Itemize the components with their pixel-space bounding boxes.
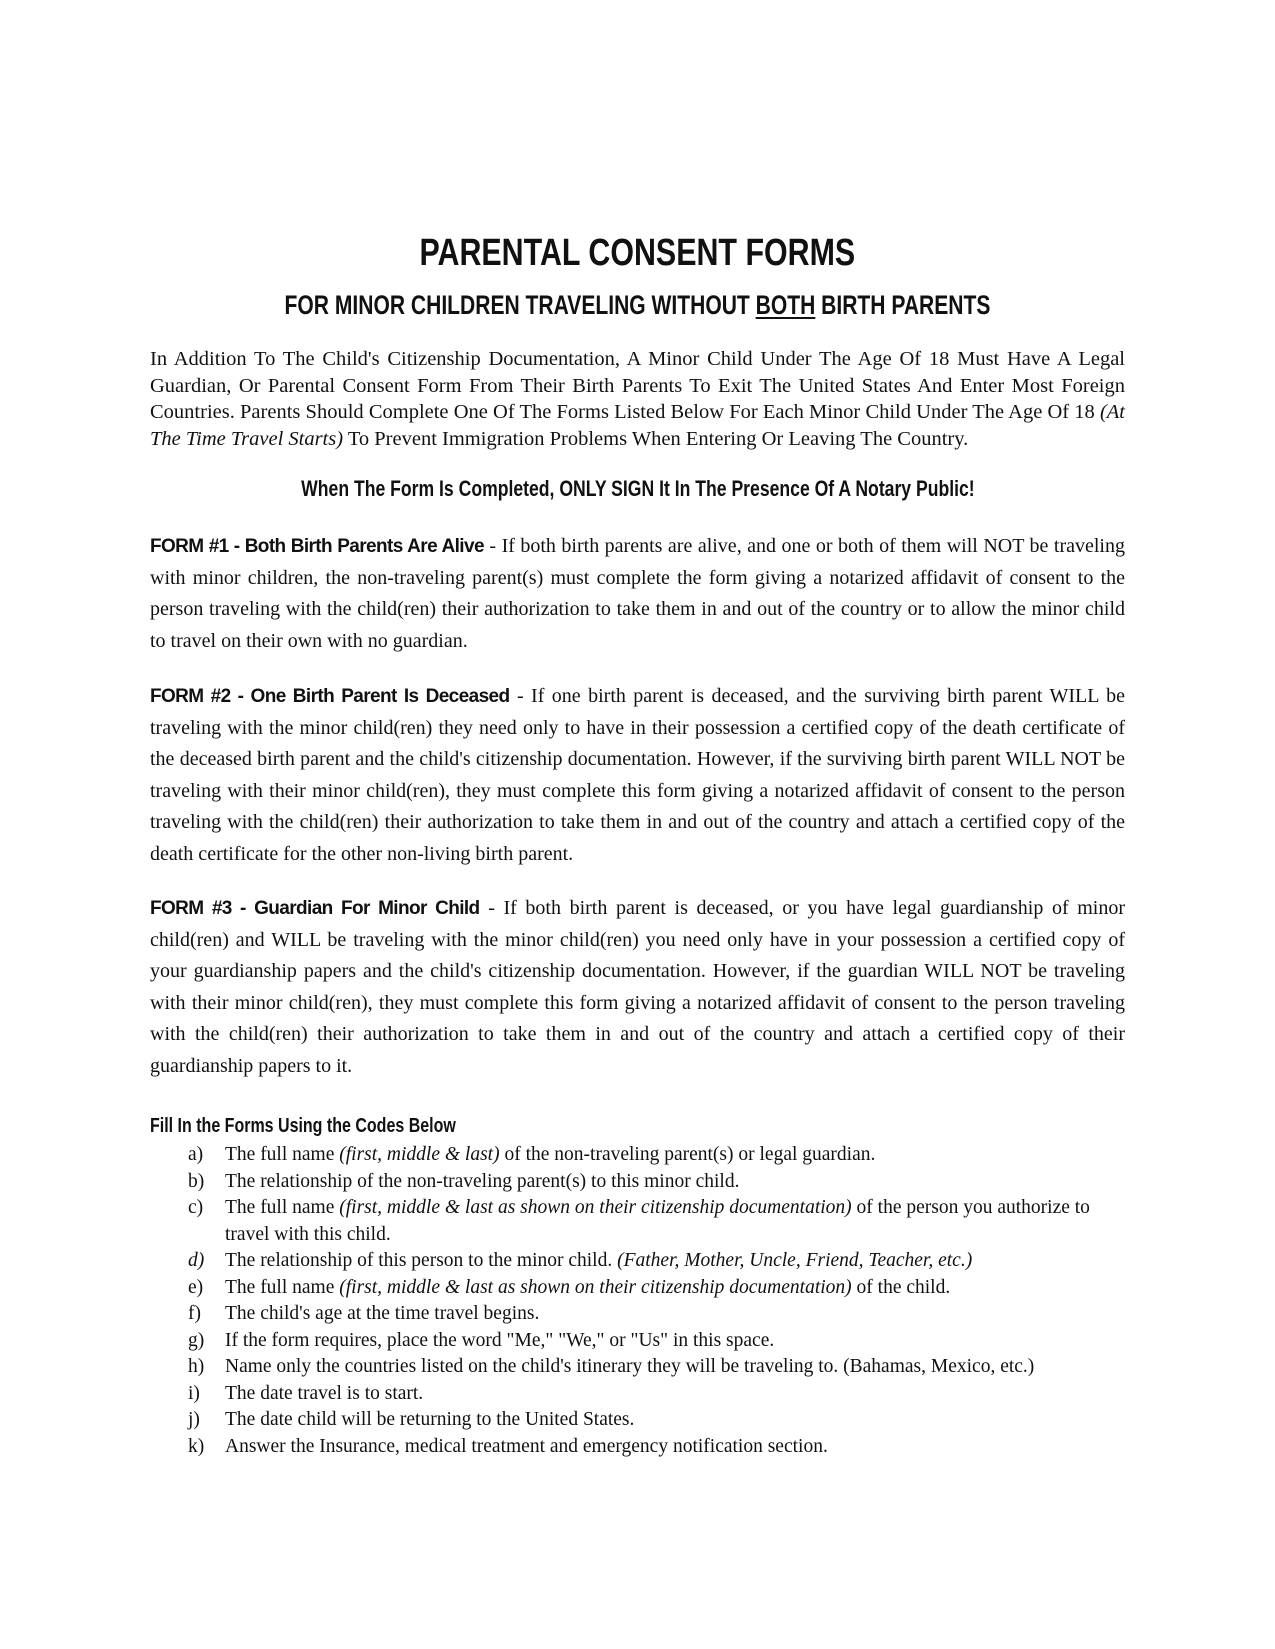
code-text-after: of the person you authorize to travel with this child. [225, 1197, 1090, 1245]
form-1-heading: FORM #1 - Both Birth Parents Are Alive [150, 536, 484, 557]
form-3-text: - If both birth parent is deceased, or you have legal guardianship of minor child(ren) and WILL be traveling with the minor child(ren) you need only have in your possession a certified copy of your guardianship papers and the child's citizenship documentation. However, if the guardian WILL NOT be traveling with their minor child(ren), they must complete this form giving a notarized affidavit of consent to the person traveling with the child(ren) their authorization to take them in and out of the country and attach a certified copy of their guardianship papers to it. [150, 897, 1125, 1077]
code-letter: c) [188, 1197, 204, 1218]
code-text: The date travel is to start. [225, 1382, 424, 1404]
form-1-description [150, 531, 1125, 657]
list-item [150, 1328, 1125, 1355]
code-letter: g) [188, 1329, 205, 1351]
subtitle-after: BIRTH PARENTS [815, 290, 991, 320]
notary-notice-row [150, 476, 1125, 502]
list-item [150, 1381, 1125, 1408]
code-text: The date child will be returning to the United States. [225, 1409, 635, 1430]
form-3-description [150, 893, 1125, 1082]
code-letter: h) [188, 1356, 205, 1377]
code-text: The full name [225, 1276, 340, 1298]
code-italic: (first, middle & last) [339, 1144, 500, 1165]
page-subtitle-row [150, 290, 1125, 321]
code-letter: b) [188, 1170, 205, 1192]
page-subtitle [285, 290, 991, 321]
code-italic: (Father, Mother, Uncle, Friend, Teacher, etc.) [617, 1250, 973, 1271]
list-item [150, 1354, 1125, 1381]
form-1-text: - If both birth parents are alive, and one or both of them will NOT be traveling with minor children, the non-traveling parent(s) must complete the form giving a notarized affidavit of consent to the person traveling with the child(ren) their authorization to take them in and out of the country or to allow the minor child to travel on their own with no guardian. [150, 535, 1125, 652]
code-letter: j) [188, 1409, 200, 1430]
intro-text: In Addition To The Child's Citizenship Documentation, A Minor Child Under The Age Of 18 Must Have A Legal Guardian, Or Parental Consent Form From Their Birth Parents To Exit The United States And Enter Most Foreign Countries. Parents Should Complete One Of The Forms Listed Below For Each Minor Child Under The Age Of 18 [150, 348, 1125, 423]
subtitle-underlined: BOTH [755, 290, 816, 320]
code-letter: d) [188, 1250, 205, 1271]
page-title-row [150, 232, 1125, 275]
codes-list [150, 1142, 1125, 1460]
intro-after: To Prevent Immigration Problems When Entering Or Leaving The Country. [343, 427, 969, 450]
code-text: If the form requires, place the word "Me," "We," or "Us" in this space. [225, 1329, 775, 1351]
codes-heading-row [150, 1115, 532, 1138]
code-text: Answer the Insurance, medical treatment and emergency notification section. [225, 1435, 828, 1457]
code-letter: i) [188, 1382, 200, 1404]
list-item [150, 1142, 1125, 1169]
list-item [150, 1248, 1125, 1275]
code-letter: a) [188, 1144, 204, 1165]
form-3-heading: FORM #3 - Guardian For Minor Child [150, 898, 480, 919]
code-text: The relationship of this person to the minor child. [225, 1250, 618, 1271]
list-item [150, 1195, 1125, 1248]
code-text: The relationship of the non-traveling parent(s) to this minor child. [225, 1170, 740, 1192]
intro-paragraph [150, 346, 1125, 452]
codes-heading: Fill In the Forms Using the Codes Below [150, 1115, 456, 1137]
form-2-text: - If one birth parent is deceased, and the surviving birth parent WILL be traveling with the minor child(ren) they need only to have in their possession a certified copy of the death certificate of the deceased birth parent and the child's citizenship documentation. However, if the surviving birth parent WILL NOT be traveling with their minor child(ren), they must complete this form giving a notarized affidavit of consent to the person traveling with the child(ren) their authorization to take them in and out of the country and attach a certified copy of the death certificate for the other non-living birth parent. [150, 685, 1125, 865]
form-2-heading: FORM #2 - One Birth Parent Is Deceased [150, 686, 510, 707]
page-title: PARENTAL CONSENT FORMS [419, 232, 856, 274]
code-text-after: of the child. [851, 1276, 951, 1298]
code-text: The full name [225, 1144, 340, 1165]
code-letter: k) [188, 1435, 205, 1457]
code-italic: (first, middle & last as shown on their citizenship documentation) [339, 1276, 852, 1298]
notary-notice: When The Form Is Completed, ONLY SIGN It In The Presence Of A Notary Public! [300, 476, 975, 501]
code-text: The full name [225, 1197, 340, 1218]
intro-italic: (At The Time Travel Starts) [150, 401, 1125, 450]
list-item [150, 1275, 1125, 1302]
code-text-after: of the non-traveling parent(s) or legal guardian. [499, 1144, 876, 1165]
form-2-description [150, 681, 1125, 870]
list-item [150, 1301, 1125, 1328]
code-text: The child's age at the time travel begins. [225, 1303, 540, 1324]
list-item [150, 1434, 1125, 1461]
code-text: Name only the countries listed on the child's itinerary they will be traveling to. (Bahamas, Mexico, etc.) [225, 1356, 1035, 1377]
code-letter: e) [188, 1276, 204, 1298]
subtitle-before: FOR MINOR CHILDREN TRAVELING WITHOUT [284, 290, 756, 320]
code-italic: (first, middle & last as shown on their citizenship documentation) [339, 1197, 852, 1218]
list-item [150, 1407, 1125, 1434]
list-item [150, 1169, 1125, 1196]
code-letter: f) [188, 1303, 201, 1324]
